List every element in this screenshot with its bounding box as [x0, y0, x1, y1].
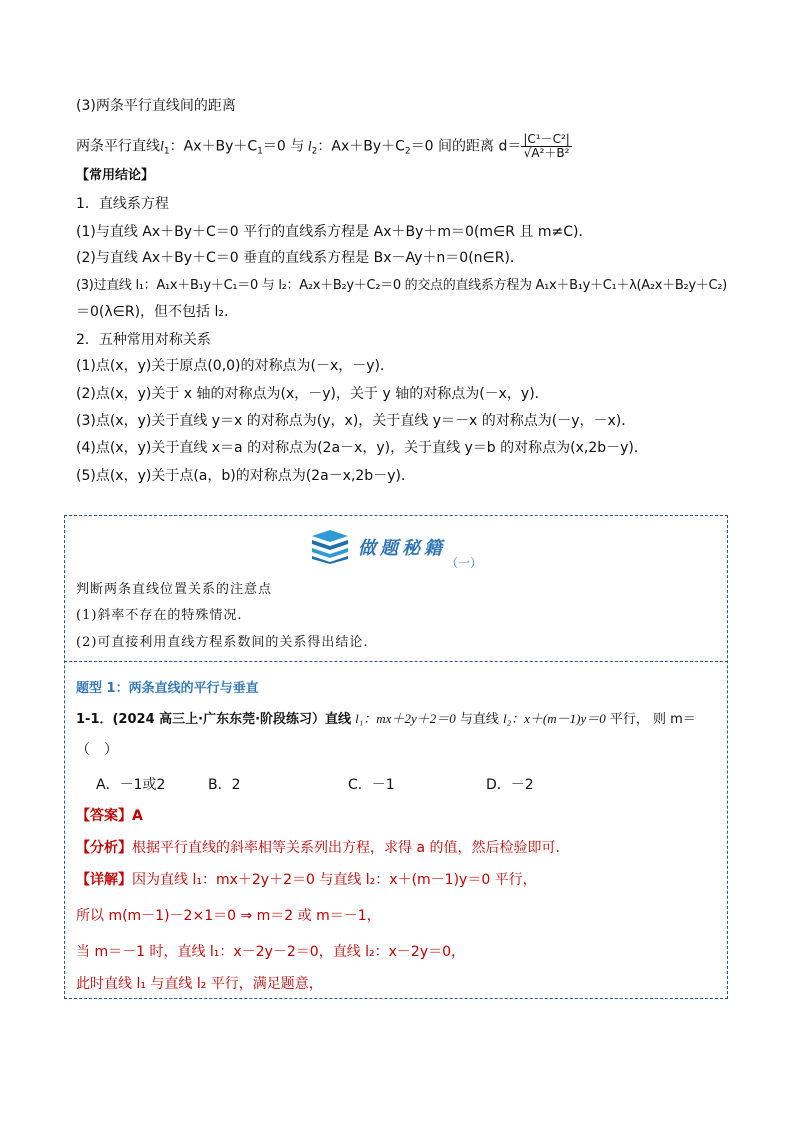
option-a: A．－1或2 — [96, 777, 166, 793]
section3-heading: (3)两条平行直线间的距离 — [76, 98, 236, 114]
tips-logo-title: 做题秘籍 — [358, 538, 446, 559]
analysis-line: 【分析】根据平行直线的斜率相等关系列出方程，求得 a 的值，然后检验即可. — [76, 840, 560, 856]
item2-1: (1)点(x，y)关于原点(0,0)的对称点为(－x，－y)． — [76, 358, 395, 374]
tip-line-2: (1)斜率不存在的特殊情况. — [76, 608, 243, 623]
item2-2: (2)点(x，y)关于 x 轴的对称点为(x，－y)，关于 y 轴的对称点为(－x，y)． — [76, 386, 549, 402]
detail-line-1: 【详解】因为直线 l₁：mx＋2y＋2＝0 与直线 l₂：x＋(m－1)y＝0 平行， — [76, 872, 537, 888]
detail-line-3: 当 m＝－1 时，直线 l₁：x－2y－2＝0，直线 l₂：x－2y＝0， — [76, 944, 466, 960]
option-b: B．2 — [208, 777, 241, 793]
item2-4: (4)点(x，y)关于直线 x＝a 的对称点为(2a－x，y)，关于直线 y＝b 的对称点为(x,2b－y)． — [76, 440, 648, 456]
item1-1: (1)与直线 Ax＋By＋C＝0 平行的直线系方程是 Ax＋By＋m＝0(m∈R 且 m≠C)． — [76, 224, 593, 240]
item2-5: (5)点(x，y)关于点(a，b)的对称点为(2a－x,2b－y)． — [76, 468, 415, 484]
option-c: C．－1 — [348, 777, 395, 793]
problem-stem: 1-1．(2024 高三上·广东东莞·阶段练习）直线 l₁：mx＋2y＋2＝0 与直线 l₂：x＋(m－1)y＝0 平行， 则 m＝ — [76, 711, 696, 727]
option-d: D．－2 — [486, 777, 534, 793]
item1-3b: ＝0(λ∈R)，但不包括 l₂. — [76, 304, 229, 320]
tip-line-3: (2)可直接利用直线方程系数间的关系得出结论. — [76, 635, 369, 650]
item1-3a: (3)过直线 l₁：A₁x＋B₁y＋C₁＝0 与 l₂：A₂x＋B₂y＋C₂＝0 的交点的直线系方程为 A₁x＋B₁y＋C₁＋λ(A₂x＋B₂y＋C₂) — [76, 278, 727, 293]
item2-title: 2．五种常用对称关系 — [76, 332, 211, 348]
tips-logo-sub: （一） — [446, 556, 483, 570]
item1-title: 1．直线系方程 — [76, 196, 169, 212]
answer-line: 【答案】A — [76, 808, 143, 824]
item1-2: (2)与直线 Ax＋By＋C＝0 垂直的直线系方程是 Bx－Ay＋n＝0(n∈R)． — [76, 250, 524, 266]
tips-box-divider — [64, 661, 728, 662]
item2-3: (3)点(x，y)关于直线 y＝x 的对称点为(y，x)，关于直线 y＝－x 的对称点为(－y，－x)． — [76, 413, 636, 429]
tips-logo — [310, 526, 490, 570]
books-icon — [310, 528, 350, 564]
topic-title: 题型 1：两条直线的平行与垂直 — [76, 681, 259, 696]
detail-line-2: 所以 m(m－1)－2×1＝0 ⇒ m＝2 或 m＝－1， — [76, 908, 381, 924]
common-heading: 【常用结论】 — [76, 168, 155, 183]
detail-line-4: 此时直线 l₁ 与直线 l₂ 平行，满足题意， — [76, 976, 323, 992]
distance-formula-line: 两条平行直线$l_1$：$Ax+By+C_1=0$ 与 $l_2$：$Ax+By+C_2=0$ 间的距离 d＝ $\frac{\text{|C¹－C²|}}{\text{√A²＋B²}}$ — [76, 132, 570, 160]
distance-fraction: $\frac{\text{|C¹－C²|}}{\text{√A²＋B²}}$ — [523, 132, 570, 160]
problem-paren: （ ） — [76, 742, 118, 758]
tip-line-1: 判断两条直线位置关系的注意点 — [76, 582, 273, 597]
distance-label: d＝ — [498, 138, 522, 155]
